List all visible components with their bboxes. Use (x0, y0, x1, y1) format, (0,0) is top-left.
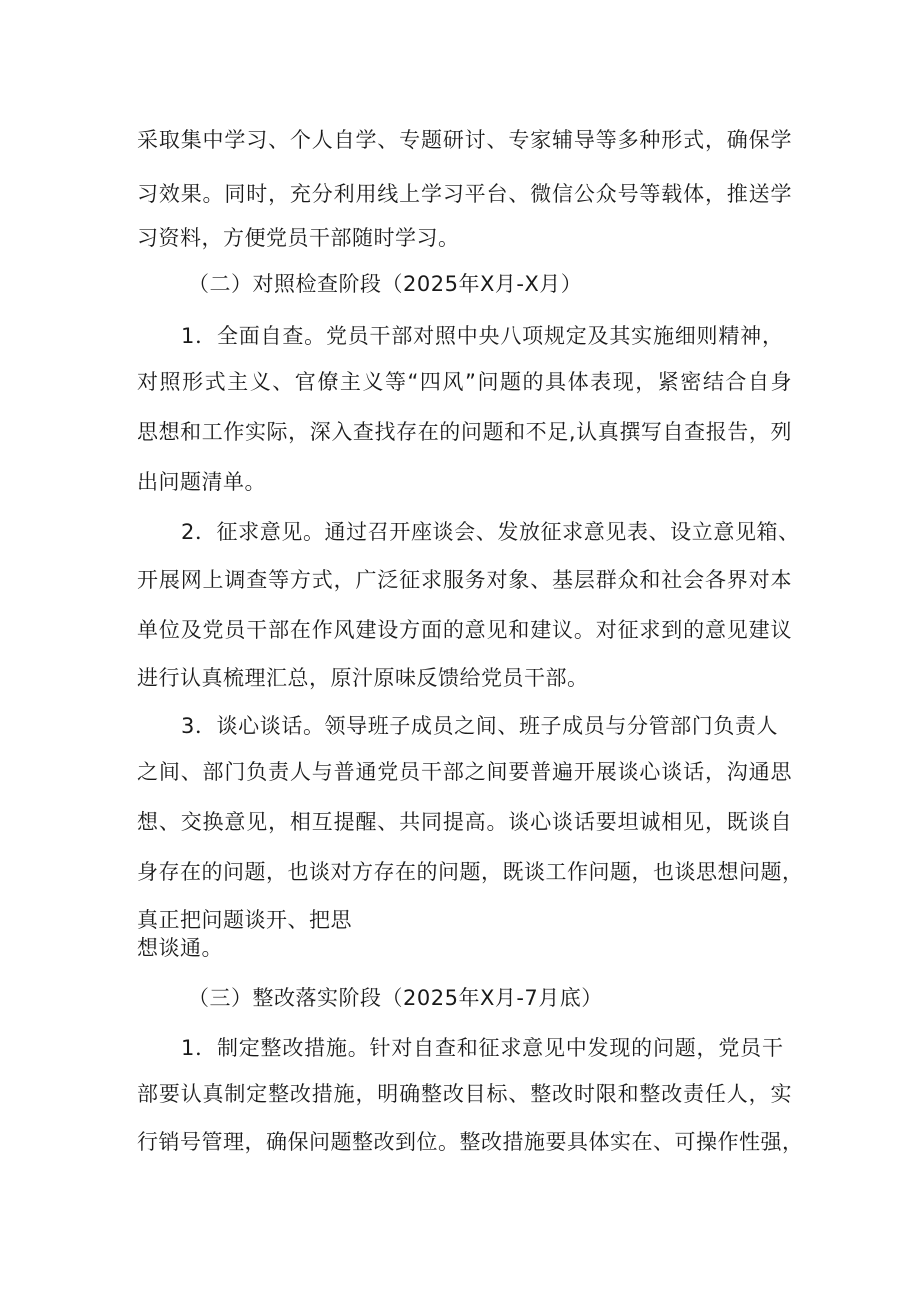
text-line-13: 3．谈心谈话。领导班子成员之间、班子成员与分管部门负责人 (181, 714, 779, 738)
text-line-2: 习效果。同时，充分利用线上学习平台、微信公众号等载体，推送学 (137, 182, 792, 206)
text-line-15: 想、交换意见，相互提醒、共同提高。谈心谈话要坦诚相见，既谈自 (137, 810, 792, 834)
text-line-1: 采取集中学习、个人自学、专题研讨、专家辅导等多种形式，确保学 (137, 128, 792, 152)
text-line-9: 2．征求意见。通过召开座谈会、发放征求意见表、设立意见箱、 (181, 520, 800, 544)
text-line-6: 对照形式主义、官僚主义等“四风”问题的具体表现，紧密结合自身 (137, 370, 792, 394)
text-line-17: 真正把问题谈开、把思 (137, 908, 352, 932)
text-line-11: 单位及党员干部在作风建设方面的意见和建议。对征求到的意见建议 (137, 618, 792, 642)
text-line-14: 之间、部门负责人与普通党员干部之间要普遍开展谈心谈话，沟通思 (137, 760, 792, 784)
text-line-7: 思想和工作实际，深入查找存在的问题和不足,认真撰写自查报告，列 (137, 420, 792, 444)
text-line-22: 行销号管理，确保问题整改到位。整改措施要具体实在、可操作性强， (137, 1130, 804, 1154)
text-line-12: 进行认真梳理汇总，原汁原味反馈给党员干部。 (137, 666, 589, 690)
text-line-16: 身存在的问题，也谈对方存在的问题，既谈工作问题，也谈思想问题， (137, 860, 804, 884)
text-line-8: 出问题清单。 (137, 470, 266, 494)
text-line-10: 开展网上调查等方式，广泛征求服务对象、基层群众和社会各界对本 (137, 568, 792, 592)
section-heading-three: （三）整改落实阶段（2025年X月-7月底） (188, 986, 603, 1010)
text-line-18: 想谈通。 (137, 936, 223, 960)
text-line-21: 部要认真制定整改措施，明确整改目标、整改时限和整改责任人，实 (137, 1082, 792, 1106)
text-line-3: 习资料，方便党员干部随时学习。 (137, 226, 460, 250)
text-line-20: 1．制定整改措施。针对自查和征求意见中发现的问题，党员干 (181, 1036, 784, 1060)
section-heading-two: （二）对照检查阶段（2025年X月-X月） (188, 272, 583, 296)
text-line-5: 1．全面自查。党员干部对照中央八项规定及其实施细则精神， (181, 324, 784, 348)
